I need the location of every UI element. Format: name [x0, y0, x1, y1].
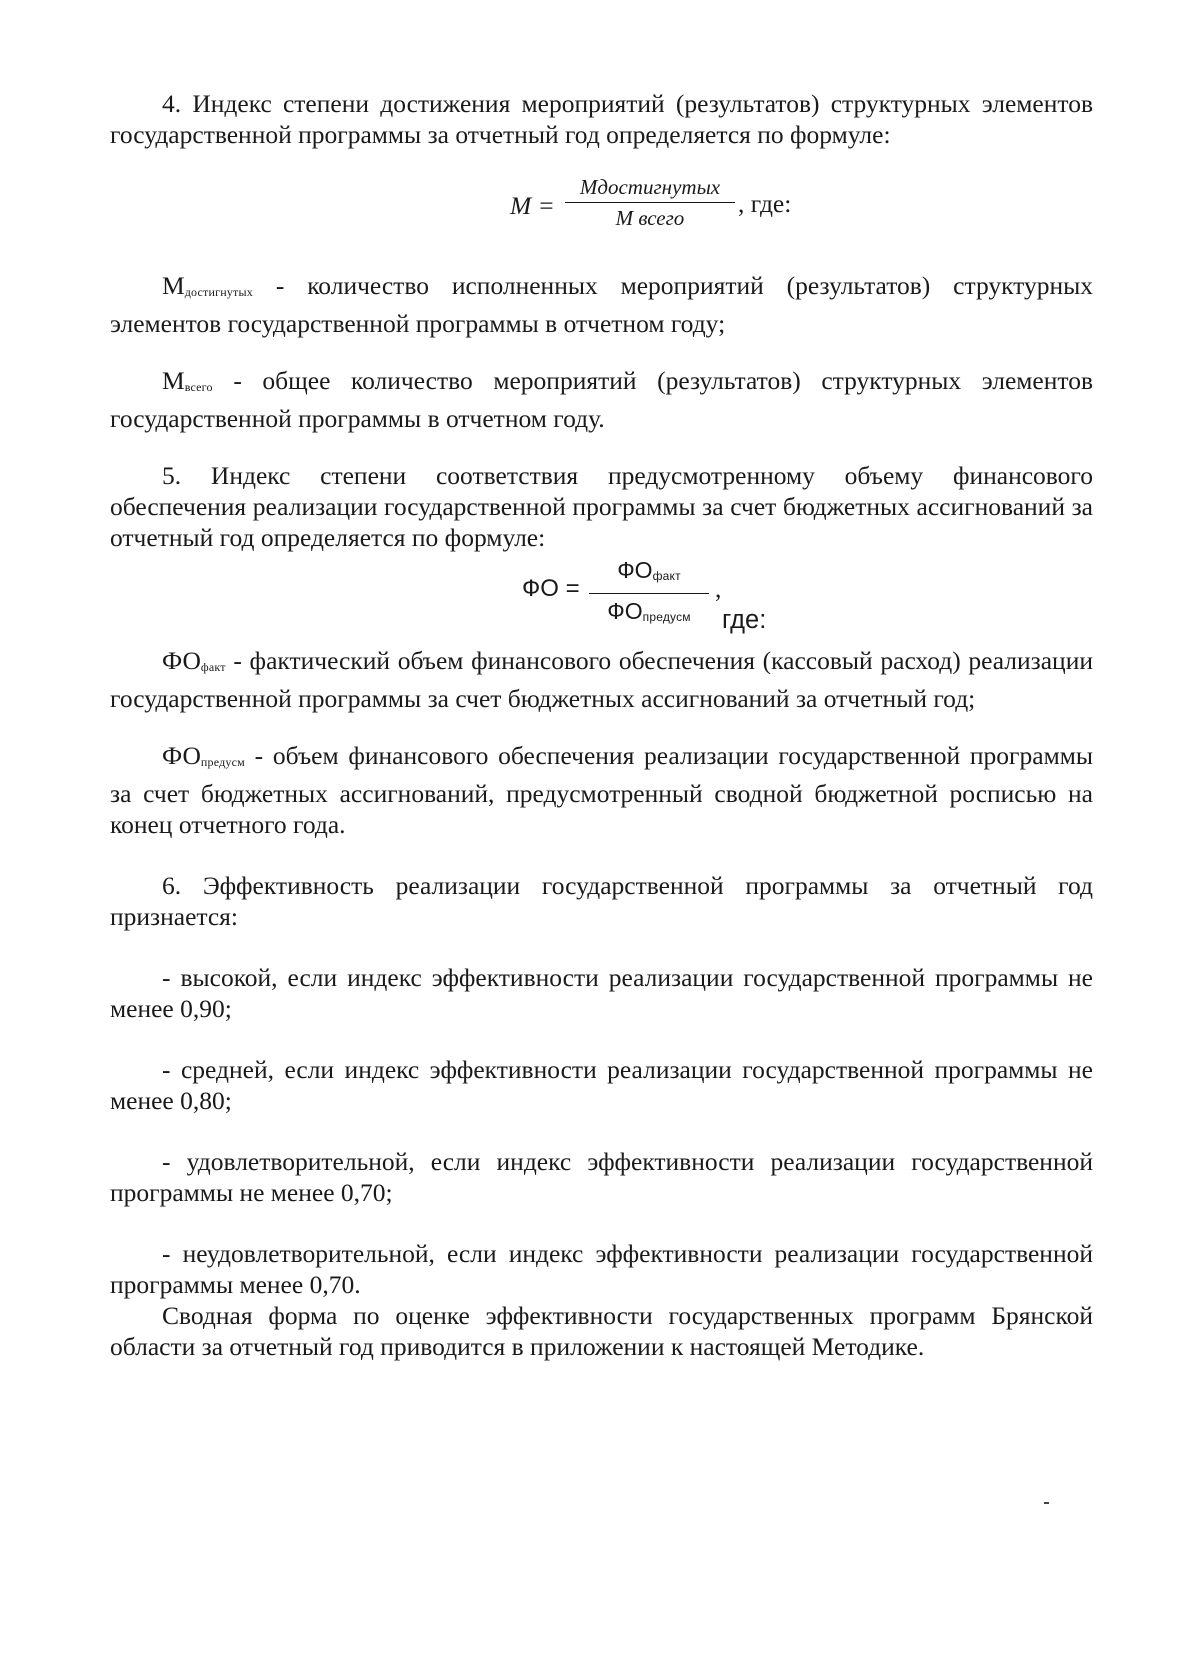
- formula-fo-fraction: [589, 555, 709, 632]
- formula-m: [110, 174, 1093, 244]
- level-high: - высокой, если индекс эффективности реализации государственной программы не менее 0,90;: [110, 963, 1093, 1023]
- paragraph-5: 5. Индекс степени соответствия предусмотренному объему финансового обеспечения реализации государственной программы за счет бюджетных ассигнований за отчетный год определяется по формуле:: [110, 461, 1093, 552]
- subscript-fact: факт: [200, 660, 226, 674]
- subscript-total: всего: [184, 380, 213, 394]
- definition-text: - фактический объем финансового обеспечения (кассовый расход) реализации государственной программы за счет бюджетных ассигнований за отчетный год;: [110, 646, 1093, 713]
- definition-fo-plan: [110, 740, 1093, 840]
- paragraph-4: 4. Индекс степени достижения мероприятий (результатов) структурных элементов государственной программы за отчетный год определяется по формуле:: [110, 89, 1093, 149]
- formula-m-numerator: Mдостигнутых: [565, 174, 735, 203]
- subscript-fact: факт: [652, 569, 681, 583]
- subscript-achieved: достигнутых: [184, 285, 253, 299]
- level-medium: - средней, если индекс эффективности реализации государственной программы не менее 0,80;: [110, 1055, 1093, 1115]
- document-page: [110, 88, 1093, 1362]
- formula-fo-comma: ,: [715, 574, 722, 603]
- formula-fo-where: где:: [722, 606, 767, 634]
- formula-m-where: , где:: [738, 189, 792, 218]
- symbol-fo: ФО: [162, 741, 201, 770]
- formula-fo: [110, 555, 1093, 637]
- symbol-m: M: [162, 271, 185, 300]
- symbol-fo: ФО: [162, 646, 201, 675]
- subscript-plan: предусм: [200, 755, 245, 769]
- fo-symbol: ФО: [617, 557, 653, 583]
- formula-fo-denominator: [589, 594, 709, 632]
- definition-text: - общее количество мероприятий (результатов) структурных элементов государственной программы в отчетном году.: [110, 366, 1093, 433]
- level-satisfactory: - удовлетворительной, если индекс эффективности реализации государственной программы не менее 0,70;: [110, 1147, 1093, 1207]
- symbol-m: M: [162, 366, 185, 395]
- formula-fo-lhs: ФО =: [522, 575, 580, 602]
- definition-m-achieved: [110, 270, 1093, 339]
- definition-text: - объем финансового обеспечения реализации государственной программы за счет бюджетных ассигнований, предусмотренный сводной бюджетной росписью на конец отчетного года.: [110, 741, 1093, 839]
- definition-fo-fact: [110, 645, 1093, 714]
- fo-symbol: ФО: [607, 598, 643, 624]
- final-paragraph: Сводная форма по оценке эффективности государственных программ Брянской области за отчетный год приводится в приложении к настоящей Методике.: [110, 1301, 1093, 1361]
- formula-fo-numerator: [589, 555, 709, 594]
- definition-m-total: [110, 365, 1093, 434]
- formula-m-lhs: M =: [510, 191, 555, 220]
- formula-m-fraction: [565, 174, 735, 231]
- scan-artifact: [1044, 1502, 1049, 1504]
- definition-text: - количество исполненных мероприятий (результатов) структурных элементов государственной программы в отчетном году;: [110, 271, 1093, 338]
- paragraph-6: 6. Эффективность реализации государственной программы за отчетный год признается:: [110, 871, 1093, 931]
- subscript-plan: предусм: [642, 610, 691, 624]
- level-unsatisfactory: - неудовлетворительной, если индекс эффективности реализации государственной программы менее 0,70.: [110, 1239, 1093, 1299]
- formula-m-denominator: M всего: [615, 206, 685, 230]
